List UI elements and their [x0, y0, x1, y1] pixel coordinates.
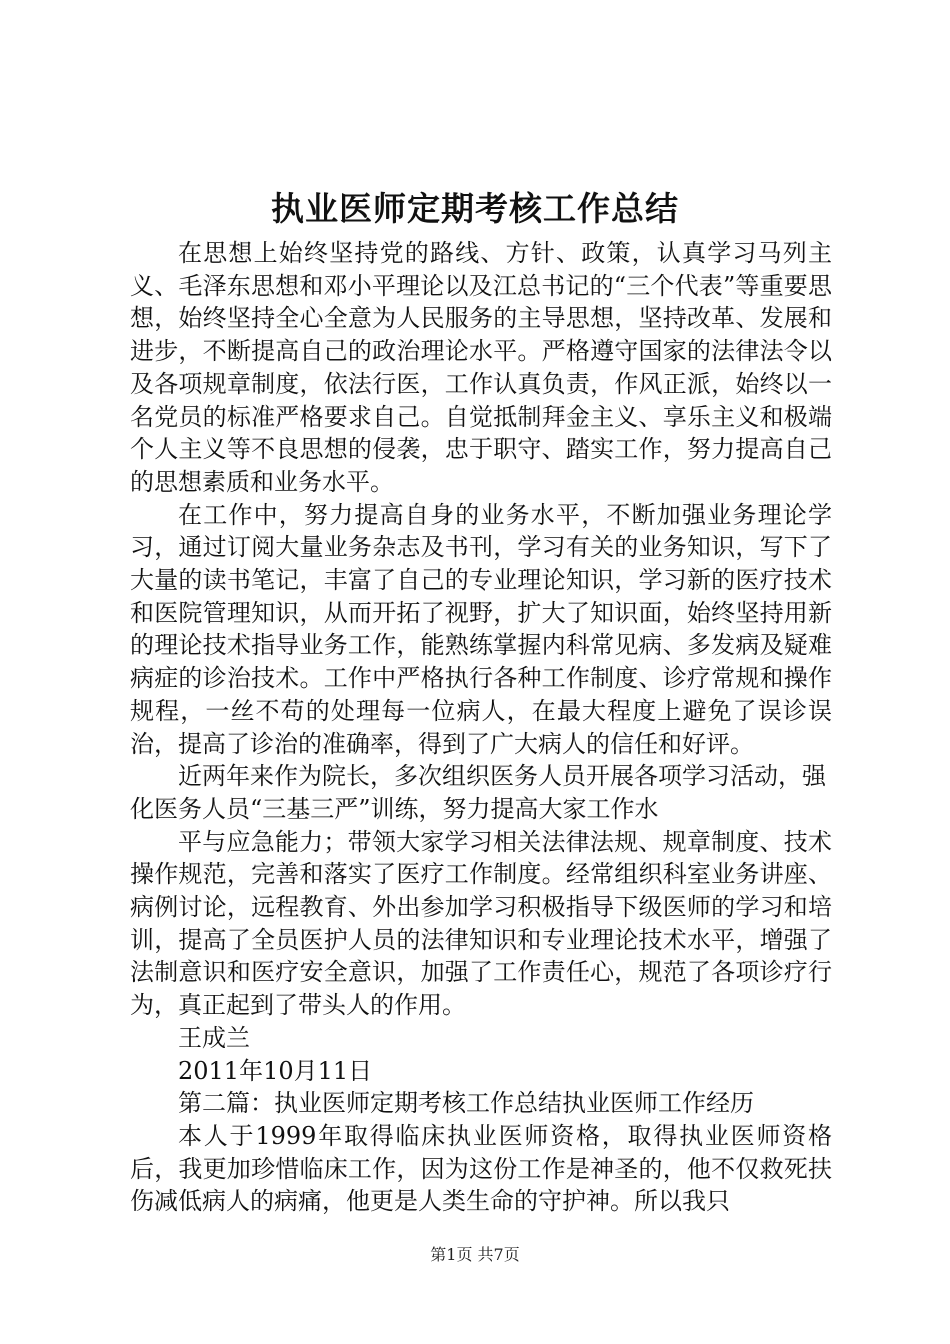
- paragraph-training: 平与应急能力；带领大家学习相关法律法规、规章制度、技术操作规范，完善和落实了医疗工作制度。经常组织科室业务讲座、病例讨论，远程教育、外出参加学习积极指导下级医师的学习和培训，提高了全员医护人员的法律知识和专业理论技术水平，增强了法制意识和医疗安全意识，加强了工作责任心，规范了各项诊疗行为，真正起到了带头人的作用。: [130, 827, 832, 1020]
- document-title: 执业医师定期考核工作总结: [271, 189, 679, 228]
- paragraph-work-skills: 在工作中，努力提高自身的业务水平，不断加强业务理论学习，通过订阅大量业务杂志及书刊，学习有关的业务知识，写下了大量的读书笔记，丰富了自己的专业理论知识，学习新的医疗技术和医院管理知识，从而开拓了视野，扩大了知识面，始终坚持用新的理论技术指导业务工作，能熟练掌握内科常见病、多发病及疑难病症的诊治技术。工作中严格执行各种工作制度、诊疗常规和操作规程，一丝不苟的处理每一位病人，在最大程度上避免了误诊误治，提高了诊治的准确率，得到了广大病人的信任和好评。: [130, 500, 832, 758]
- signature-date: 2011年10月11日: [178, 1056, 373, 1085]
- paragraph-experience: 本人于1999年取得临床执业医师资格，取得执业医师资格后，我更加珍惜临床工作，因为这份工作是神圣的，他不仅救死扶伤减低病人的病痛，他更是人类生命的守护神。所以我只: [130, 1121, 832, 1216]
- document-body: [130, 237, 832, 1218]
- paragraph-political-thought: 在思想上始终坚持党的路线、方针、政策，认真学习马列主义、毛泽东思想和邓小平理论以及江总书记的“三个代表”等重要思想，始终坚持全心全意为人民服务的主导思想，坚持改革、发展和进步，不断提高自己的政治理论水平。严格遵守国家的法律法令以及各项规章制度，依法行医，工作认真负责，作风正派，始终以一名党员的标准严格要求自己。自觉抵制拜金主义、享乐主义和极端个人主义等不良思想的侵袭，忠于职守、踏实工作，努力提高自己的思想素质和业务水平。: [130, 239, 832, 496]
- section-two-heading: 第二篇：执业医师定期考核工作总结执业医师工作经历: [178, 1089, 754, 1118]
- page-footer: 第1页 共7页: [430, 1245, 520, 1264]
- signature-name: 王成兰: [178, 1023, 250, 1052]
- paragraph-as-director: 近两年来作为院长，多次组织医务人员开展各项学习活动，强化医务人员“三基三严”训练，努力提高大家工作水: [130, 762, 826, 823]
